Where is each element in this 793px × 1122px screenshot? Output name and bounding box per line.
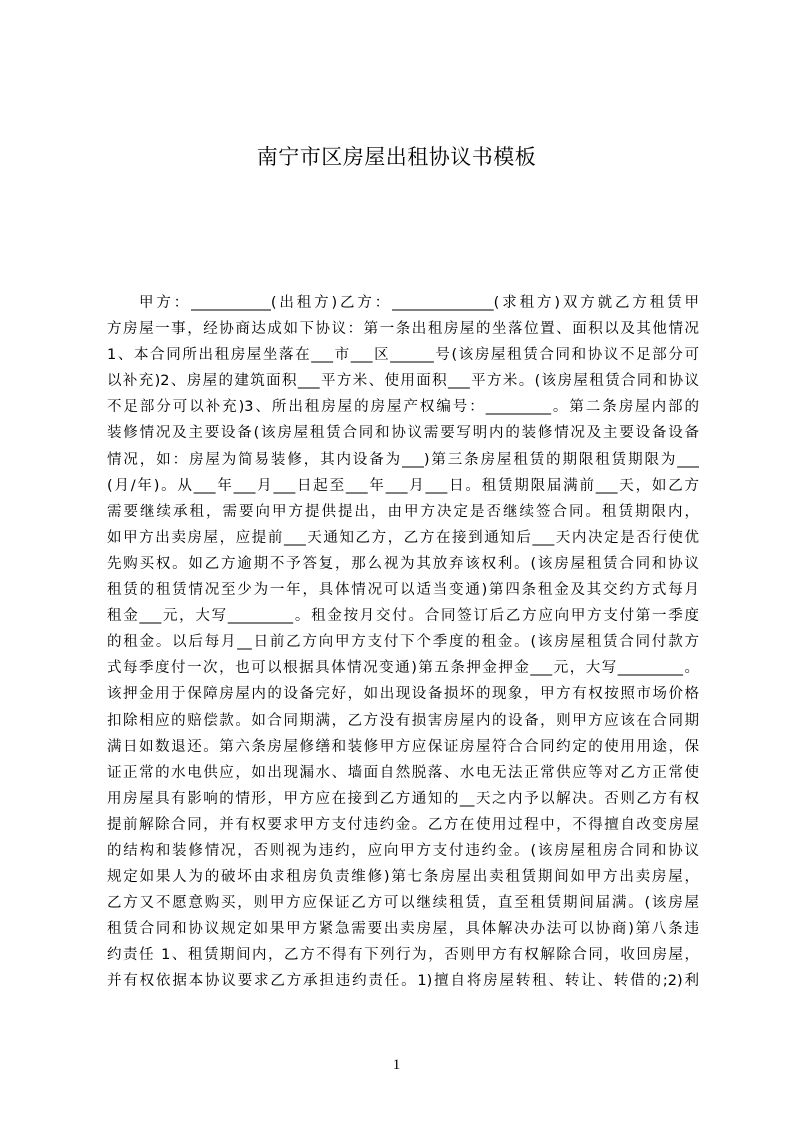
body-line: 租金___元，大写_________。租金按月交付。合同签订后乙方应向甲方支付第一季度: [107, 608, 699, 625]
body-line: 不足部分可以补充)3、所出租房屋的房屋产权编号：_________。第二条房屋内部的: [107, 399, 699, 416]
body-line: 甲方：___________(出租方)乙方：______________(求租方)双方就乙方租赁甲: [139, 295, 699, 311]
body-line: 乙方又不愿意购买，则甲方应保证乙方可以继续租赁，直至租赁期间届满。(该房屋: [107, 895, 699, 912]
body-line: 租赁的租赁情况至少为一年，具体情况可以适当变通)第四条租金及其交约方式每月: [107, 582, 699, 599]
body-line: 并有权依据本协议要求乙方承担违约责任。1)擅自将房屋转租、转让、转借的;2)利: [107, 973, 699, 990]
body-line: 先购买权。如乙方逾期不予答复，那么视为其放弃该权利。(该房屋租赁合同和协议: [107, 555, 699, 572]
body-line: 证正常的水电供应，如出现漏水、墙面自然脱落、水电无法正常供应等对乙方正常使: [107, 764, 699, 781]
body-line: 的租金。以后每月__日前乙方向甲方支付下个季度的租金。(该房屋租赁合同付款方: [107, 634, 699, 651]
body-line: 该押金用于保障房屋内的设备完好，如出现设备损坏的现象，甲方有权按照市场价格: [107, 686, 699, 703]
body-line: 1、本合同所出租房屋坐落在___市___区______号(该房屋租赁合同和协议不足部分可: [107, 347, 699, 364]
body-line: 如甲方出卖房屋，应提前___天通知乙方，乙方在接到通知后___天内决定是否行使优: [107, 529, 699, 546]
body-line: (月/年)。从___年___月___日起至___年___月___日。租赁期限届满前___天，如乙方: [107, 477, 699, 494]
body-line: 式每季度付一次，也可以根据具体情况变通)第五条押金押金___元，大写_________。: [107, 660, 699, 677]
page-number: 1: [392, 1057, 401, 1073]
document-title: 南宁市区房屋出租协议书模板: [256, 145, 537, 169]
body-line: 情况，如：房屋为简易装修，其内设备为___)第三条房屋租赁的期限租赁期限为___: [107, 451, 699, 468]
body-line: 用房屋具有影响的情形，甲方应在接到乙方通知的__天之内予以解决。否则乙方有权: [107, 790, 699, 807]
body-line: 租赁合同和协议规定如果甲方紧急需要出卖房屋，具体解决办法可以协商)第八条违: [107, 921, 699, 938]
body-line: 需要继续承租，需要向甲方提供提出，由甲方决定是否继续签合同。租赁期限内，: [107, 503, 699, 520]
body-line: 装修情况及主要设备(该房屋租赁合同和协议需要写明内的装修情况及主要设备设备: [107, 425, 699, 442]
body-line: 满日如数退还。第六条房屋修缮和装修甲方应保证房屋符合合同约定的使用用途，保: [107, 738, 699, 755]
body-line: 约责任 1、租赁期间内，乙方不得有下列行为，否则甲方有权解除合同，收回房屋，: [107, 947, 699, 964]
body-line: 提前解除合同，并有权要求甲方支付违约金。乙方在使用过程中，不得擅自改变房屋: [107, 816, 699, 833]
body-line: 的结构和装修情况，否则视为违约，应向甲方支付违约金。(该房屋租房合同和协议: [107, 842, 699, 859]
document-body: [107, 290, 699, 995]
body-line: 扣除相应的赔偿款。如合同期满，乙方没有损害房屋内的设备，则甲方应该在合同期: [107, 712, 699, 729]
body-line: 以补充)2、房屋的建筑面积___平方米、使用面积___平方米。(该房屋租赁合同和协议: [107, 373, 699, 390]
body-line: 规定如果人为的破坏由求租房负责维修)第七条房屋出卖租赁期间如甲方出卖房屋，: [107, 869, 699, 886]
body-line: 方房屋一事，经协商达成如下协议：第一条出租房屋的坐落位置、面积以及其他情况: [107, 321, 699, 338]
